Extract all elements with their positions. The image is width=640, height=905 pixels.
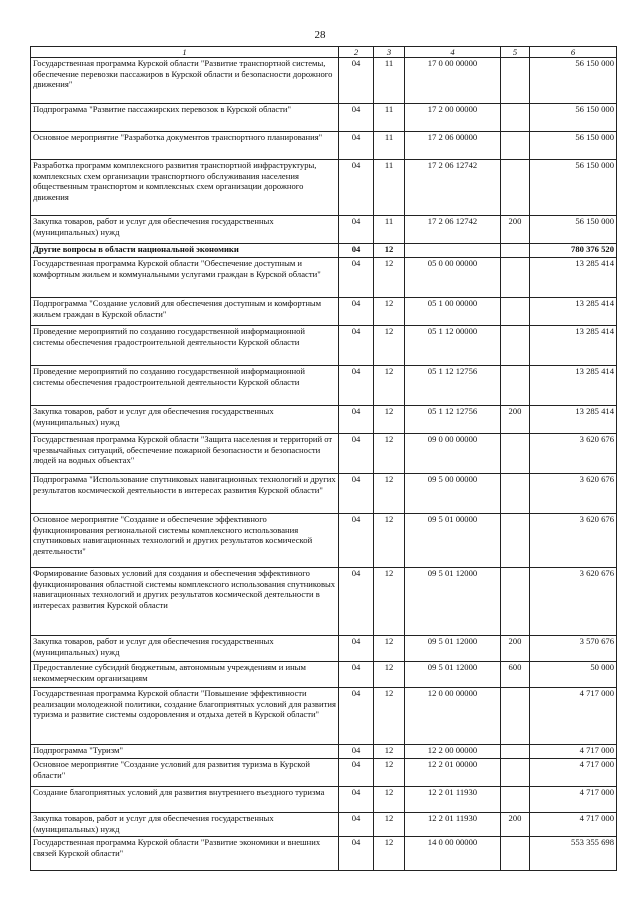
- cell-rz: 04: [339, 244, 374, 258]
- cell-vr: [501, 366, 530, 406]
- cell-csr: 17 0 00 00000: [405, 58, 501, 104]
- cell-pr: 12: [374, 434, 405, 474]
- cell-csr: [405, 244, 501, 258]
- cell-vr: [501, 759, 530, 787]
- cell-sum: 56 150 000: [530, 104, 617, 132]
- cell-pr: 12: [374, 406, 405, 434]
- cell-csr: 09 5 01 00000: [405, 514, 501, 568]
- cell-name: Создание благоприятных условий для развития внутреннего въездного туризма: [31, 787, 339, 813]
- cell-vr: 200: [501, 636, 530, 662]
- cell-pr: 12: [374, 568, 405, 636]
- cell-vr: 200: [501, 406, 530, 434]
- cell-rz: 04: [339, 104, 374, 132]
- cell-sum: 3 620 676: [530, 434, 617, 474]
- table-row: [31, 514, 617, 568]
- cell-vr: 600: [501, 662, 530, 688]
- cell-sum: 4 717 000: [530, 813, 617, 837]
- header-cell: 6: [530, 47, 617, 58]
- cell-csr: 12 2 01 11930: [405, 787, 501, 813]
- cell-pr: 12: [374, 662, 405, 688]
- cell-name: Закупка товаров, работ и услуг для обеспечения государственных (муниципальных) нужд: [31, 216, 339, 244]
- cell-pr: 11: [374, 132, 405, 160]
- cell-sum: 3 620 676: [530, 474, 617, 514]
- cell-sum: 553 355 698: [530, 837, 617, 871]
- header-cell: 3: [374, 47, 405, 58]
- cell-sum: 3 620 676: [530, 568, 617, 636]
- cell-rz: 04: [339, 298, 374, 326]
- cell-vr: [501, 514, 530, 568]
- cell-vr: 200: [501, 216, 530, 244]
- cell-vr: [501, 568, 530, 636]
- cell-rz: 04: [339, 568, 374, 636]
- table-row: [31, 813, 617, 837]
- cell-vr: [501, 58, 530, 104]
- page-number: 28: [314, 29, 326, 41]
- cell-vr: [501, 837, 530, 871]
- cell-sum: 13 285 414: [530, 326, 617, 366]
- cell-csr: 12 2 01 00000: [405, 759, 501, 787]
- cell-sum: 4 717 000: [530, 759, 617, 787]
- cell-rz: 04: [339, 160, 374, 216]
- cell-rz: 04: [339, 787, 374, 813]
- cell-csr: 17 2 06 12742: [405, 160, 501, 216]
- cell-rz: 04: [339, 258, 374, 298]
- table-row: [31, 244, 617, 258]
- cell-vr: 200: [501, 813, 530, 837]
- cell-rz: 04: [339, 434, 374, 474]
- cell-sum: 56 150 000: [530, 58, 617, 104]
- cell-sum: 56 150 000: [530, 132, 617, 160]
- cell-rz: 04: [339, 132, 374, 160]
- cell-csr: 05 0 00 00000: [405, 258, 501, 298]
- cell-name: Основное мероприятие "Создание условий для развития туризма в Курской области": [31, 759, 339, 787]
- cell-rz: 04: [339, 514, 374, 568]
- cell-rz: 04: [339, 366, 374, 406]
- table-row: [31, 406, 617, 434]
- cell-pr: 11: [374, 216, 405, 244]
- cell-rz: 04: [339, 58, 374, 104]
- cell-csr: 05 1 12 12756: [405, 406, 501, 434]
- table-row: [31, 662, 617, 688]
- cell-pr: 12: [374, 688, 405, 745]
- table-row: [31, 434, 617, 474]
- cell-rz: 04: [339, 745, 374, 759]
- cell-name: Государственная программа Курской области "Развитие транспортной системы, обеспечение перевозки пассажиров в Курской области и безопасности дорожного движения": [31, 58, 339, 104]
- cell-rz: 04: [339, 636, 374, 662]
- cell-vr: [501, 104, 530, 132]
- cell-vr: [501, 688, 530, 745]
- cell-pr: 12: [374, 366, 405, 406]
- cell-sum: 4 717 000: [530, 688, 617, 745]
- cell-rz: 04: [339, 406, 374, 434]
- cell-vr: [501, 474, 530, 514]
- cell-csr: 14 0 00 00000: [405, 837, 501, 871]
- cell-name: Основное мероприятие "Разработка документов транспортного планирования": [31, 132, 339, 160]
- cell-pr: 12: [374, 258, 405, 298]
- cell-sum: 4 717 000: [530, 745, 617, 759]
- cell-name: Проведение мероприятий по созданию государственной информационной системы обеспечения градостроительной деятельности Курской области: [31, 326, 339, 366]
- cell-name: Основное мероприятие "Создание и обеспечение эффективного функционирования региональной системы комплексного использования спутниковых навигационных технологий и других результатов космической деятельности": [31, 514, 339, 568]
- table-row: [31, 216, 617, 244]
- cell-sum: 4 717 000: [530, 787, 617, 813]
- table-row: [31, 160, 617, 216]
- cell-name: Государственная программа Курской области "Повышение эффективности реализации молодежной политики, создание благоприятных условий для развития туризма и развитие системы оздоровления и отдыха детей в Курской области": [31, 688, 339, 745]
- cell-pr: 12: [374, 244, 405, 258]
- table-header-row: [31, 47, 617, 58]
- cell-pr: 11: [374, 104, 405, 132]
- table-row: [31, 568, 617, 636]
- cell-name: Другие вопросы в области национальной экономики: [31, 244, 339, 258]
- cell-rz: 04: [339, 813, 374, 837]
- cell-sum: 56 150 000: [530, 160, 617, 216]
- cell-sum: 3 570 676: [530, 636, 617, 662]
- header-cell: 4: [405, 47, 501, 58]
- cell-name: Закупка товаров, работ и услуг для обеспечения государственных (муниципальных) нужд: [31, 406, 339, 434]
- cell-vr: [501, 745, 530, 759]
- cell-pr: 12: [374, 745, 405, 759]
- cell-pr: 11: [374, 58, 405, 104]
- cell-vr: [501, 244, 530, 258]
- cell-sum: 13 285 414: [530, 298, 617, 326]
- cell-csr: 17 2 06 12742: [405, 216, 501, 244]
- cell-vr: [501, 326, 530, 366]
- cell-csr: 09 5 01 12000: [405, 636, 501, 662]
- cell-sum: 780 376 520: [530, 244, 617, 258]
- cell-csr: 12 2 00 00000: [405, 745, 501, 759]
- cell-name: Подпрограмма "Создание условий для обеспечения доступным и комфортным жильем граждан в Курской области": [31, 298, 339, 326]
- cell-vr: [501, 434, 530, 474]
- cell-csr: 17 2 00 00000: [405, 104, 501, 132]
- cell-pr: 12: [374, 636, 405, 662]
- cell-name: Закупка товаров, работ и услуг для обеспечения государственных (муниципальных) нужд: [31, 636, 339, 662]
- cell-pr: 12: [374, 759, 405, 787]
- cell-rz: 04: [339, 474, 374, 514]
- cell-pr: 12: [374, 837, 405, 871]
- cell-rz: 04: [339, 837, 374, 871]
- cell-name: Разработка программ комплексного развития транспортной инфраструктуры, комплексных схем организации транспортного обслуживания населения общественным транспортом и комплексных схем организации дорожного движения: [31, 160, 339, 216]
- table-row: [31, 366, 617, 406]
- cell-csr: 05 1 00 00000: [405, 298, 501, 326]
- cell-pr: 12: [374, 326, 405, 366]
- cell-name: Подпрограмма "Развитие пассажирских перевозок в Курской области": [31, 104, 339, 132]
- cell-vr: [501, 298, 530, 326]
- cell-pr: 12: [374, 298, 405, 326]
- cell-pr: 12: [374, 514, 405, 568]
- cell-sum: 13 285 414: [530, 258, 617, 298]
- cell-csr: 09 5 00 00000: [405, 474, 501, 514]
- table-row: [31, 759, 617, 787]
- cell-rz: 04: [339, 759, 374, 787]
- cell-vr: [501, 258, 530, 298]
- cell-name: Государственная программа Курской области "Развитие экономики и внешних связей Курской области": [31, 837, 339, 871]
- cell-pr: 11: [374, 160, 405, 216]
- table-row: [31, 132, 617, 160]
- cell-csr: 12 0 00 00000: [405, 688, 501, 745]
- cell-rz: 04: [339, 216, 374, 244]
- cell-name: Закупка товаров, работ и услуг для обеспечения государственных (муниципальных) нужд: [31, 813, 339, 837]
- cell-csr: 05 1 12 00000: [405, 326, 501, 366]
- cell-vr: [501, 132, 530, 160]
- cell-rz: 04: [339, 326, 374, 366]
- cell-name: Подпрограмма "Туризм": [31, 745, 339, 759]
- cell-name: Подпрограмма "Использование спутниковых навигационных технологий и других результатов космической деятельности в интересах развития Курской области": [31, 474, 339, 514]
- cell-name: Государственная программа Курской области "Защита населения и территорий от чрезвычайных ситуаций, обеспечение пожарной безопасности и безопасности людей на водных объектах": [31, 434, 339, 474]
- table-row: [31, 326, 617, 366]
- table-row: [31, 745, 617, 759]
- cell-pr: 12: [374, 813, 405, 837]
- cell-csr: 12 2 01 11930: [405, 813, 501, 837]
- header-cell: 5: [501, 47, 530, 58]
- table-row: [31, 258, 617, 298]
- cell-vr: [501, 787, 530, 813]
- header-cell: 1: [31, 47, 339, 58]
- cell-pr: 12: [374, 474, 405, 514]
- cell-sum: 13 285 414: [530, 406, 617, 434]
- header-cell: 2: [339, 47, 374, 58]
- table-row: [31, 688, 617, 745]
- cell-csr: 09 0 00 00000: [405, 434, 501, 474]
- cell-sum: 56 150 000: [530, 216, 617, 244]
- cell-csr: 09 5 01 12000: [405, 662, 501, 688]
- cell-csr: 05 1 12 12756: [405, 366, 501, 406]
- cell-name: Государственная программа Курской области "Обеспечение доступным и комфортным жильем и коммунальными услугами граждан в Курской области": [31, 258, 339, 298]
- cell-pr: 12: [374, 787, 405, 813]
- table-row: [31, 104, 617, 132]
- table-row: [31, 58, 617, 104]
- cell-name: Проведение мероприятий по созданию государственной информационной системы обеспечения градостроительной деятельности Курской области: [31, 366, 339, 406]
- cell-csr: 17 2 06 00000: [405, 132, 501, 160]
- cell-rz: 04: [339, 688, 374, 745]
- table-row: [31, 837, 617, 871]
- budget-table: [30, 46, 617, 871]
- cell-vr: [501, 160, 530, 216]
- table-row: [31, 636, 617, 662]
- table-row: [31, 298, 617, 326]
- cell-sum: 50 000: [530, 662, 617, 688]
- cell-name: Предоставление субсидий бюджетным, автономным учреждениям и иным некоммерческим организациям: [31, 662, 339, 688]
- table-row: [31, 474, 617, 514]
- cell-sum: 13 285 414: [530, 366, 617, 406]
- table-row: [31, 787, 617, 813]
- cell-name: Формирование базовых условий для создания и обеспечения эффективного функционирования областной системы комплексного использования спутниковых навигационных технологий и других результатов космической деятельности в интересах развития Курской области: [31, 568, 339, 636]
- cell-rz: 04: [339, 662, 374, 688]
- cell-sum: 3 620 676: [530, 514, 617, 568]
- cell-csr: 09 5 01 12000: [405, 568, 501, 636]
